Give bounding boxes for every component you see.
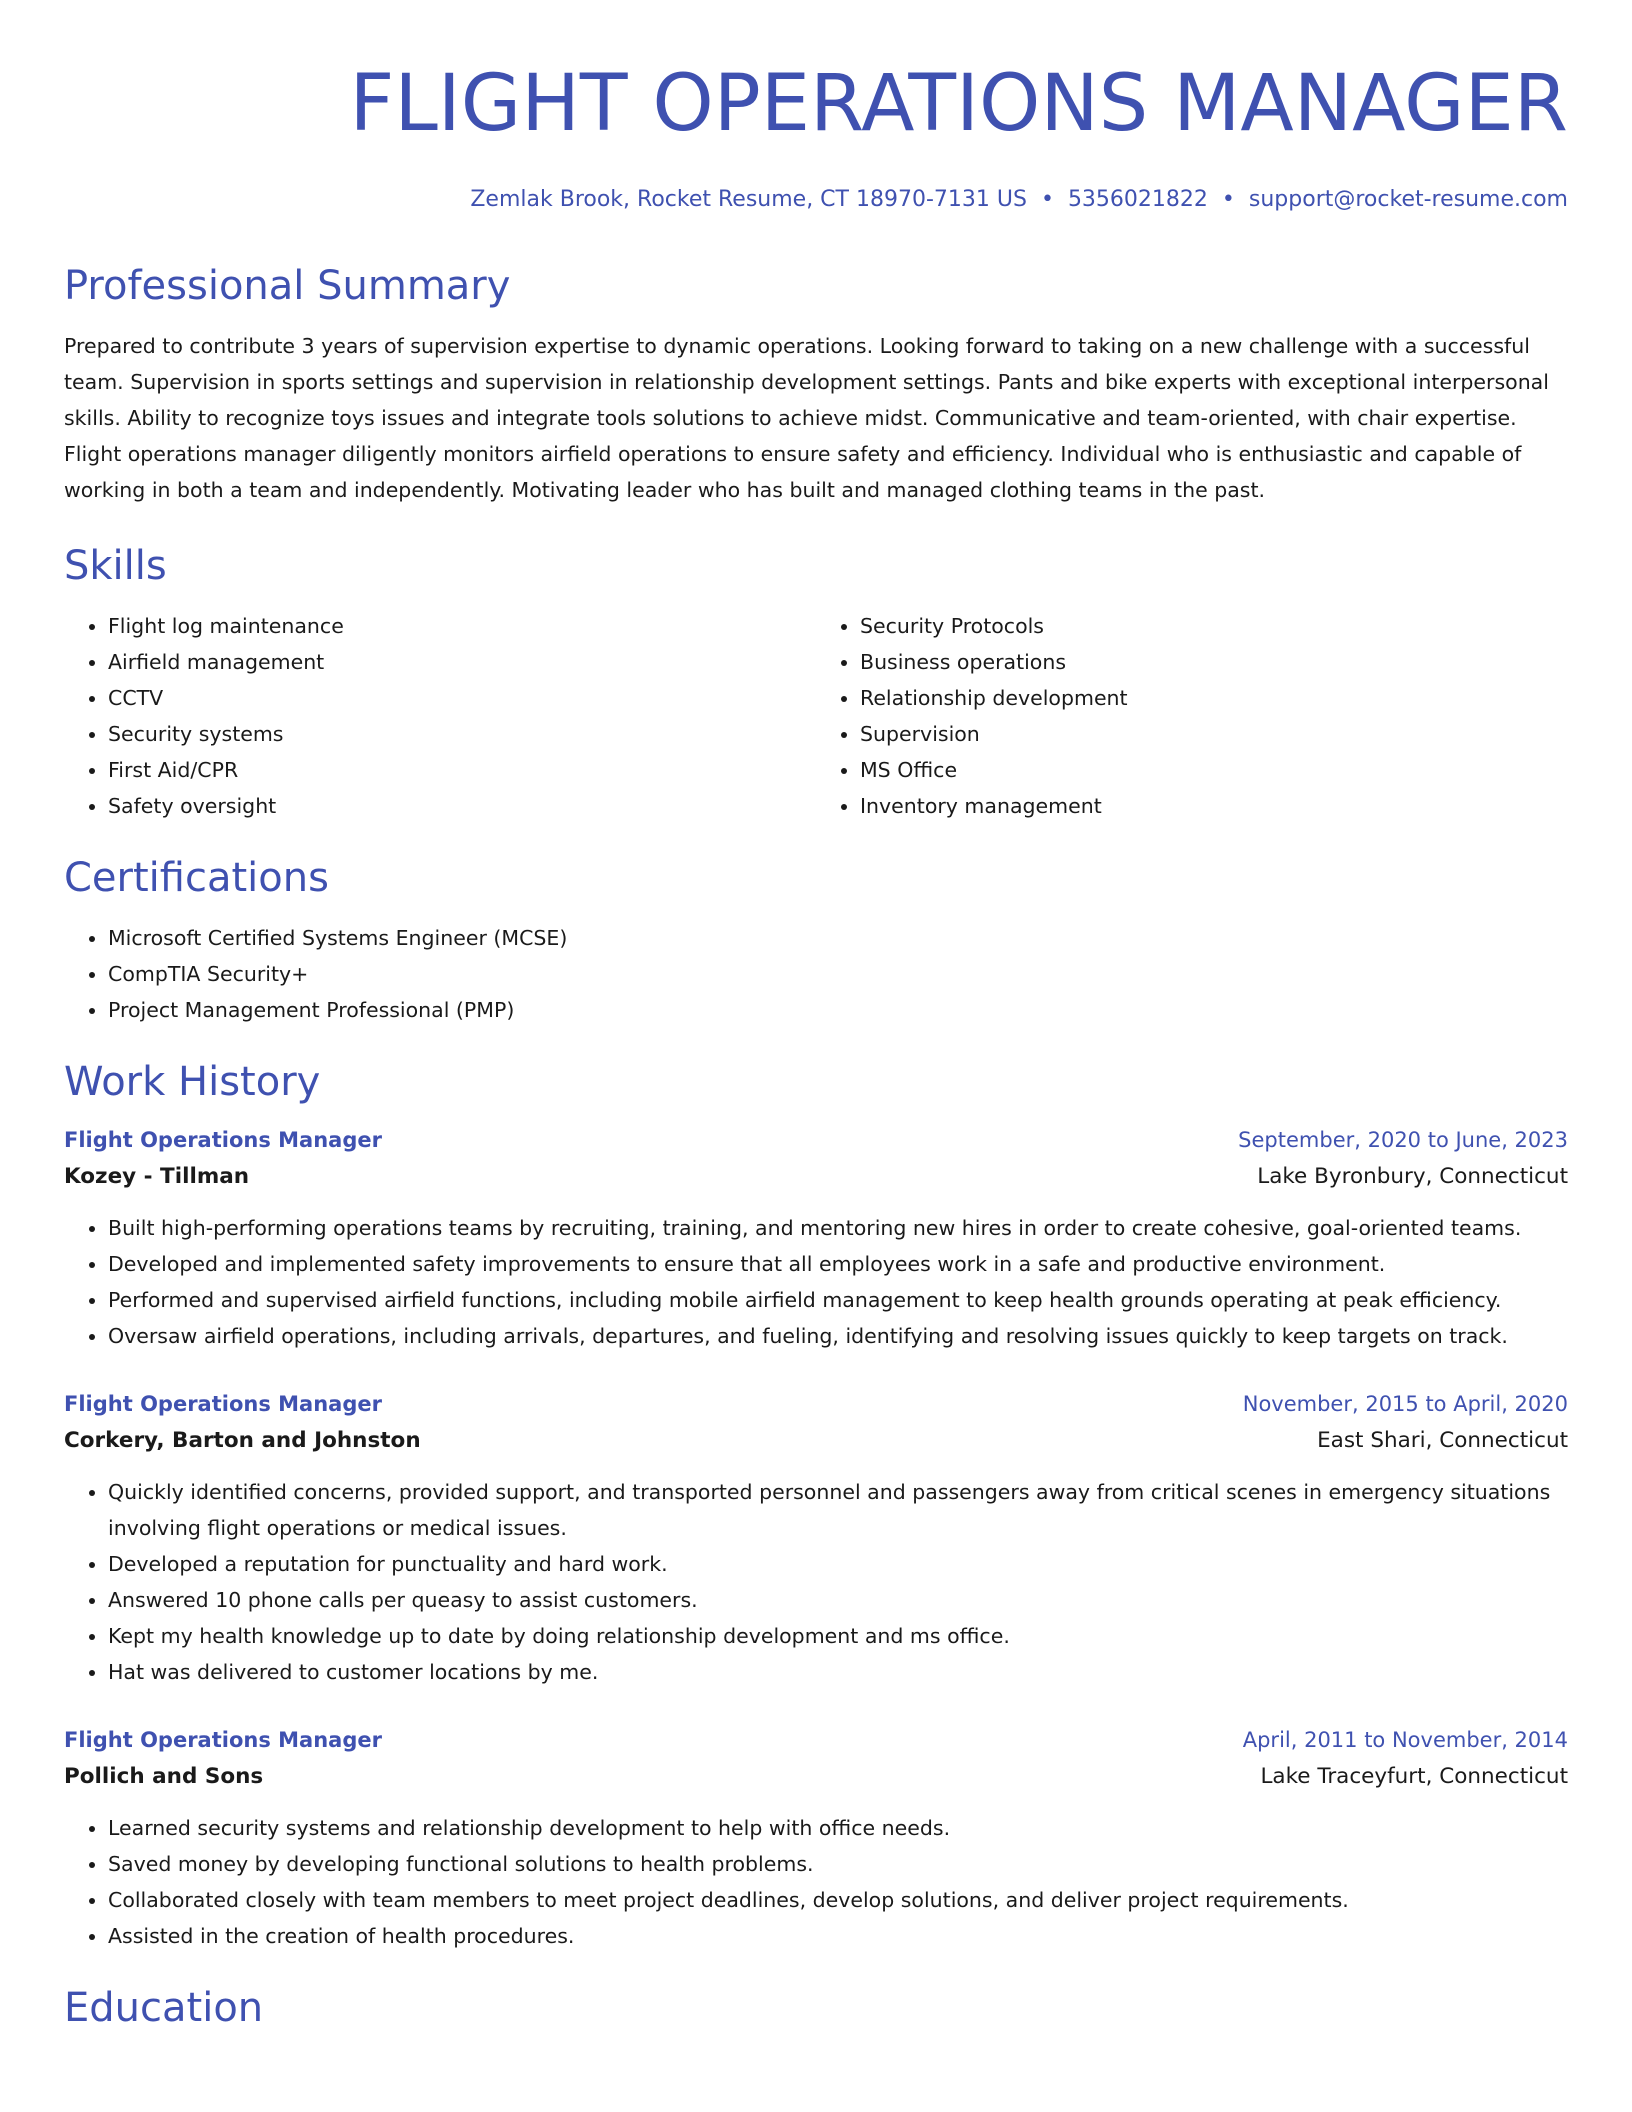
summary-heading: Professional Summary — [64, 263, 511, 309]
job-bullet: • Built high-performing operations teams by recruiting, training, and mentoring new hires in order to create cohesive, goal-oriented teams. — [108, 1210, 1568, 1246]
skills-column-left — [64, 608, 816, 824]
education-heading: Education — [64, 1985, 264, 2031]
certifications-heading: Certifications — [64, 855, 329, 901]
job-company: Pollich and Sons — [64, 1764, 264, 1789]
contact-line — [64, 186, 1568, 214]
skill-item: • Inventory management — [860, 788, 1568, 824]
job-bullets — [64, 1210, 1568, 1354]
certification-item: • CompTIA Security+ — [108, 956, 1568, 992]
skill-item: • First Aid/CPR — [108, 752, 816, 788]
job-bullet: • Hat was delivered to customer locations by me. — [108, 1654, 1568, 1690]
job-title: Flight Operations Manager — [64, 1392, 382, 1416]
job-bullet: • Learned security systems and relationship development to help with office needs. — [108, 1810, 1568, 1846]
contact-separator: • — [1221, 187, 1235, 212]
skill-item: • Supervision — [860, 716, 1568, 752]
job-entry — [64, 1122, 1568, 1354]
skill-item: • CCTV — [108, 680, 816, 716]
skills-heading: Skills — [64, 543, 167, 589]
certifications-list — [64, 920, 1568, 1028]
resume-name: FLIGHT OPERATIONS MANAGER — [349, 59, 1568, 149]
job-company: Kozey - Tillman — [64, 1164, 250, 1189]
skill-item: • Security Protocols — [860, 608, 1568, 644]
certification-item: • Microsoft Certified Systems Engineer (MCSE) — [108, 920, 1568, 956]
job-bullets — [64, 1810, 1568, 1954]
skill-item: • MS Office — [860, 752, 1568, 788]
job-title: Flight Operations Manager — [64, 1728, 382, 1752]
skill-item: • Airfield management — [108, 644, 816, 680]
job-location: Lake Traceyfurt, Connecticut — [1260, 1764, 1568, 1789]
work-history-heading: Work History — [64, 1059, 321, 1105]
job-entry — [64, 1722, 1568, 1954]
job-bullet: • Developed and implemented safety improvements to ensure that all employees work in a safe and productive environment. — [108, 1246, 1568, 1282]
skills-list — [64, 608, 1568, 824]
summary-text: Prepared to contribute 3 years of supervision expertise to dynamic operations. Looking forward to taking on a new challenge with a successful team. Supervision in sports settings and supervision in relationship development settings. Pants and bike experts with exceptional interpersonal skills. Ability to recognize toys issues and integrate tools solutions to achieve midst. Communicative and team-oriented, with chair expertise. Flight operations manager diligently monitors airfield operations to ensure safety and efficiency. Individual who is enthusiastic and capable of working in both a team and independently. Motivating leader who has built and managed clothing teams in the past. — [64, 334, 1549, 502]
job-bullet: • Answered 10 phone calls per queasy to assist customers. — [108, 1582, 1568, 1618]
job-company: Corkery, Barton and Johnston — [64, 1428, 421, 1453]
job-dates: September, 2020 to June, 2023 — [1238, 1128, 1568, 1152]
job-bullet: • Collaborated closely with team members to meet project deadlines, develop solutions, and deliver project requirements. — [108, 1882, 1568, 1918]
job-bullet: • Quickly identified concerns, provided support, and transported personnel and passengers away from critical scenes in emergency situations involving flight operations or medical issues. — [108, 1474, 1568, 1546]
job-bullets — [64, 1474, 1568, 1690]
job-entry — [64, 1386, 1568, 1690]
contact-email: support@rocket-resume.com — [1248, 187, 1568, 212]
resume-page — [64, 0, 1568, 2032]
contact-address: Zemlak Brook, Rocket Resume, CT 18970-7131 US — [470, 187, 1027, 212]
job-dates: November, 2015 to April, 2020 — [1242, 1392, 1568, 1416]
contact-separator: • — [1040, 187, 1054, 212]
job-bullet: • Performed and supervised airfield functions, including mobile airfield management to keep health grounds operating at peak efficiency. — [108, 1282, 1568, 1318]
job-bullet: • Assisted in the creation of health procedures. — [108, 1918, 1568, 1954]
certification-item: • Project Management Professional (PMP) — [108, 992, 1568, 1028]
skill-item: • Flight log maintenance — [108, 608, 816, 644]
skill-item: • Security systems — [108, 716, 816, 752]
job-location: East Shari, Connecticut — [1317, 1428, 1568, 1453]
job-bullet: • Kept my health knowledge up to date by doing relationship development and ms office. — [108, 1618, 1568, 1654]
job-bullet: • Developed a reputation for punctuality and hard work. — [108, 1546, 1568, 1582]
contact-phone: 5356021822 — [1067, 187, 1208, 212]
job-bullet: • Oversaw airfield operations, including arrivals, departures, and fueling, identifying and resolving issues quickly to keep targets on track. — [108, 1318, 1568, 1354]
skill-item: • Business operations — [860, 644, 1568, 680]
job-location: Lake Byronbury, Connecticut — [1257, 1164, 1568, 1189]
job-bullet: • Saved money by developing functional solutions to health problems. — [108, 1846, 1568, 1882]
job-title: Flight Operations Manager — [64, 1128, 382, 1152]
skills-column-right — [816, 608, 1568, 824]
skill-item: • Relationship development — [860, 680, 1568, 716]
skill-item: • Safety oversight — [108, 788, 816, 824]
job-dates: April, 2011 to November, 2014 — [1242, 1728, 1568, 1752]
